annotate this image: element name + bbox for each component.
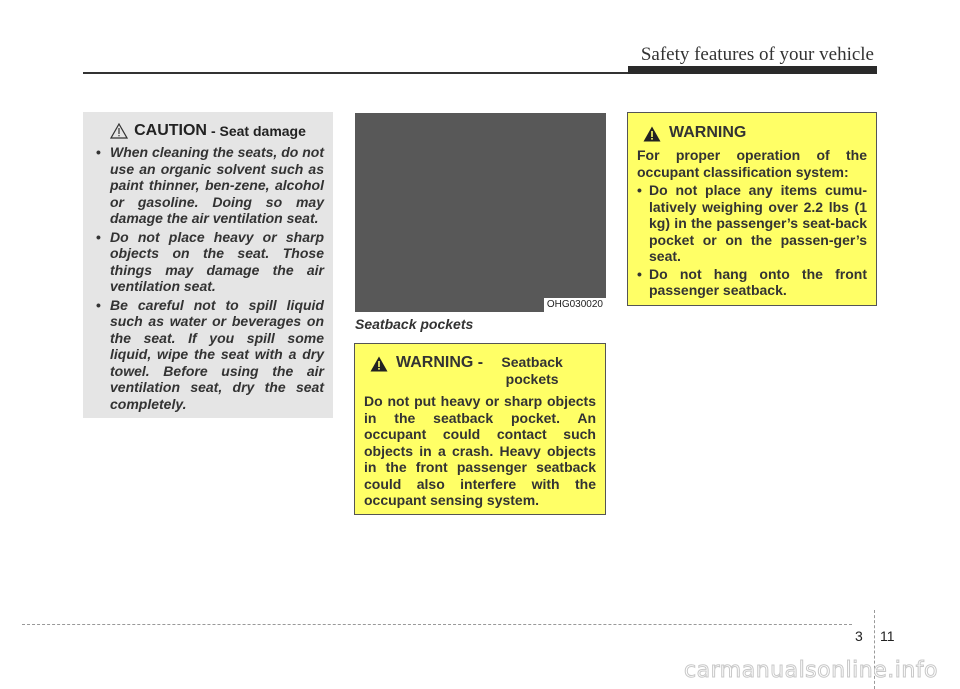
warning-box-seatback	[354, 343, 606, 515]
caution-item: • When cleaning the seats, do not use an organic solvent such as paint thinner, ben-zene, alcohol or gasoline. Doing so may damage the air ventilation seat.	[92, 144, 324, 227]
page-number: 11	[880, 628, 895, 644]
figure-caption: Seatback pockets	[355, 316, 474, 332]
caution-subtitle: - Seat damage	[210, 123, 306, 139]
warning-label: WARNING -	[396, 354, 484, 371]
warning-list	[637, 182, 867, 299]
caution-item: • Be careful not to spill liquid such as water or beverages on the seat. If you spill some liquid, wipe the seat with a dry towel. Before using the air ventilation seat, dry the seat completely.	[92, 297, 324, 413]
caution-box	[83, 112, 333, 418]
section-title: Safety features of your vehicle	[640, 44, 874, 65]
warning-intro: For proper operation of the occupant classification system:	[637, 147, 867, 180]
chapter-number: 3	[855, 628, 863, 644]
warning-box-occupant	[627, 112, 877, 306]
footer-rule	[22, 624, 852, 625]
warning-heading	[637, 124, 867, 142]
figure-code: OHG030020	[544, 298, 606, 312]
warning-triangle-icon	[370, 356, 388, 372]
warning-heading	[364, 354, 596, 388]
warning-subtitle: Seatback pockets	[501, 354, 563, 387]
caution-item: • Do not place heavy or sharp objects on the seat. Those things may damage the air ventilation seat.	[92, 229, 324, 295]
caution-heading	[92, 122, 324, 140]
caution-list	[92, 144, 324, 412]
watermark: carmanualsonline.info	[684, 658, 938, 683]
warning-label: WARNING	[669, 124, 747, 141]
warning-item: • Do not hang onto the front passenger seatback.	[637, 266, 867, 299]
seatback-pocket-photo	[355, 113, 606, 312]
header-accent-bar	[628, 66, 877, 74]
warning-triangle-icon	[643, 126, 661, 142]
caution-triangle-icon	[110, 123, 128, 139]
warning-text: Do not put heavy or sharp objects in the seatback pocket. An occupant could contact such objects in a crash. Heavy objects in the front passenger seatback could also interfere with the occupant sensing system.	[364, 393, 596, 508]
warning-item: • Do not place any items cumu-latively weighing over 2.2 lbs (1 kg) in the passenger’s seat-back pocket or on the passen-ger’s seat.	[637, 182, 867, 265]
caution-label: CAUTION	[134, 122, 207, 139]
